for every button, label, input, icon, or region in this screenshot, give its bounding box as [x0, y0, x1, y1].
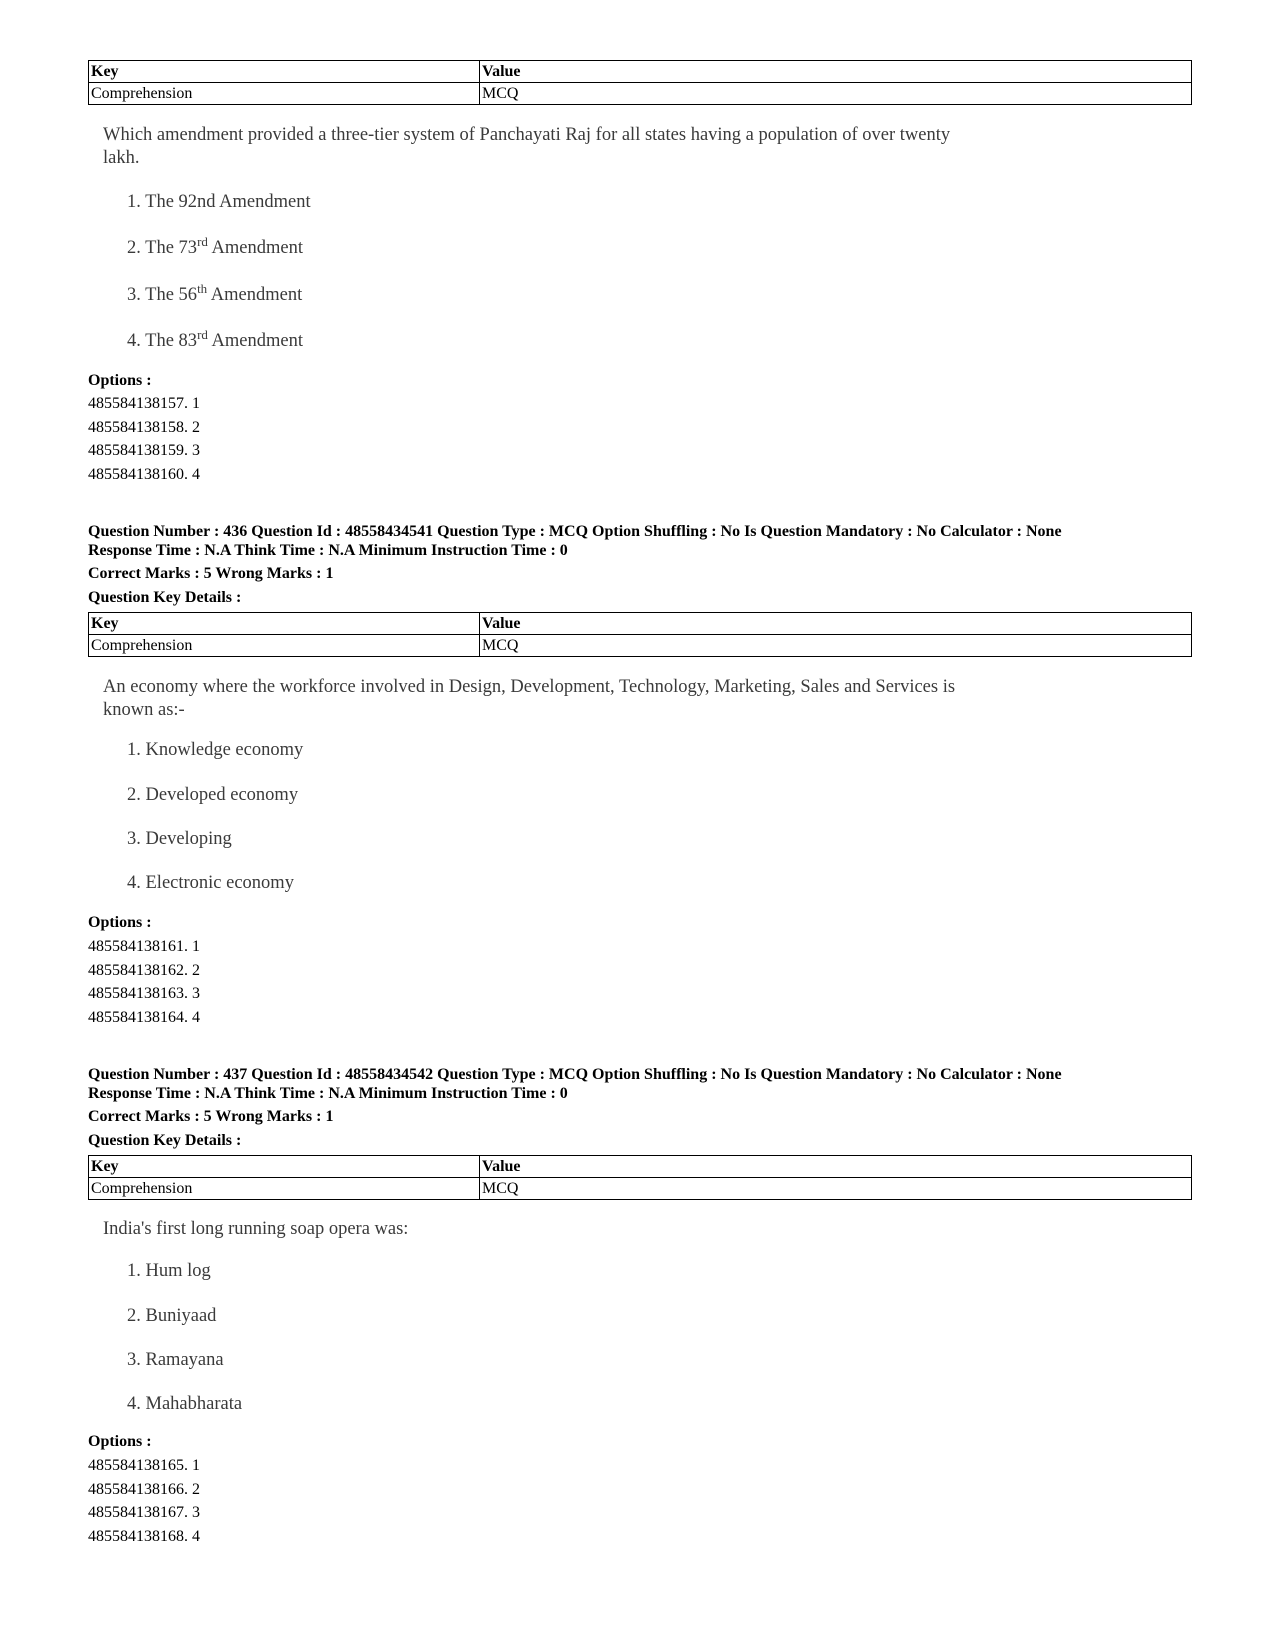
value-cell: MCQ — [480, 83, 1192, 105]
options-list — [88, 935, 200, 1030]
question-image — [103, 676, 963, 893]
key-cell: Comprehension — [89, 635, 480, 657]
question-text: Which amendment provided a three-tier system of Panchayati Raj for all states having a population of over twenty lakh. — [103, 125, 951, 168]
question-marks: Correct Marks : 5 Wrong Marks : 1 — [88, 1108, 334, 1125]
question-key-table — [88, 60, 1192, 105]
option-id: 485584138168. 4 — [88, 1528, 200, 1546]
choice-2: 2. Buniyaad — [127, 1306, 217, 1326]
value-header: Value — [480, 1156, 1192, 1178]
choice-1: 1. Knowledge economy — [127, 740, 304, 760]
options-list — [88, 1454, 200, 1549]
question-key-details-label: Question Key Details : — [88, 589, 242, 606]
option-id: 485584138167. 3 — [88, 1504, 200, 1522]
question-text: India's first long running soap opera was: — [103, 1219, 409, 1239]
question-image — [103, 1218, 963, 1414]
question-meta-line1: Question Number : 436 Question Id : 48558434541 Question Type : MCQ Option Shuffling : No Is Question Mandatory : No Calculator : None — [88, 523, 1062, 540]
options-label: Options : — [88, 1433, 152, 1450]
option-id: 485584138160. 4 — [88, 466, 200, 484]
option-id: 485584138165. 1 — [88, 1457, 200, 1474]
option-id: 485584138164. 4 — [88, 1009, 200, 1027]
question-image — [103, 124, 963, 352]
value-header: Value — [480, 61, 1192, 83]
choice-4: 4. The 83rd Amendment — [127, 327, 303, 352]
key-cell: Comprehension — [89, 83, 480, 105]
choice-4: 4. Mahabharata — [127, 1394, 243, 1414]
question-marks: Correct Marks : 5 Wrong Marks : 1 — [88, 565, 334, 582]
key-cell: Comprehension — [89, 1178, 480, 1200]
choice-4: 4. Electronic economy — [127, 873, 294, 893]
key-header: Key — [89, 1156, 480, 1178]
option-id: 485584138166. 2 — [88, 1480, 200, 1498]
question-key-table — [88, 1155, 1192, 1200]
value-header: Value — [480, 613, 1192, 635]
question-key-details-label: Question Key Details : — [88, 1132, 242, 1149]
value-cell: MCQ — [480, 1178, 1192, 1200]
option-id: 485584138162. 2 — [88, 961, 200, 979]
options-label: Options : — [88, 372, 152, 389]
question-key-table — [88, 612, 1192, 657]
choice-3: 3. Ramayana — [127, 1350, 224, 1370]
question-text: An economy where the workforce involved in Design, Development, Technology, Marketing, Sales and Services is known as:- — [103, 677, 956, 720]
choice-2: 2. The 73rd Amendment — [127, 234, 303, 259]
question-meta-line2: Response Time : N.A Think Time : N.A Minimum Instruction Time : 0 — [88, 542, 568, 559]
question-meta-line2: Response Time : N.A Think Time : N.A Minimum Instruction Time : 0 — [88, 1085, 568, 1102]
options-label: Options : — [88, 914, 152, 931]
option-id: 485584138158. 2 — [88, 418, 200, 436]
choice-1: 1. Hum log — [127, 1261, 211, 1281]
option-id: 485584138161. 1 — [88, 938, 200, 955]
choice-1: 1. The 92nd Amendment — [127, 192, 311, 213]
table-header-row — [89, 1156, 1192, 1178]
choice-3: 3. The 56th Amendment — [127, 281, 303, 306]
table-header-row — [89, 613, 1192, 635]
option-id: 485584138163. 3 — [88, 985, 200, 1003]
table-header-row — [89, 61, 1192, 83]
choice-3: 3. Developing — [127, 829, 232, 849]
option-id: 485584138157. 1 — [88, 395, 200, 412]
option-id: 485584138159. 3 — [88, 442, 200, 460]
table-row — [89, 83, 1192, 105]
question-meta-line1: Question Number : 437 Question Id : 48558434542 Question Type : MCQ Option Shuffling : No Is Question Mandatory : No Calculator : None — [88, 1066, 1062, 1083]
options-list — [88, 392, 200, 487]
choice-2: 2. Developed economy — [127, 785, 299, 805]
value-cell: MCQ — [480, 635, 1192, 657]
key-header: Key — [89, 613, 480, 635]
table-row — [89, 635, 1192, 657]
key-header: Key — [89, 61, 480, 83]
table-row — [89, 1178, 1192, 1200]
